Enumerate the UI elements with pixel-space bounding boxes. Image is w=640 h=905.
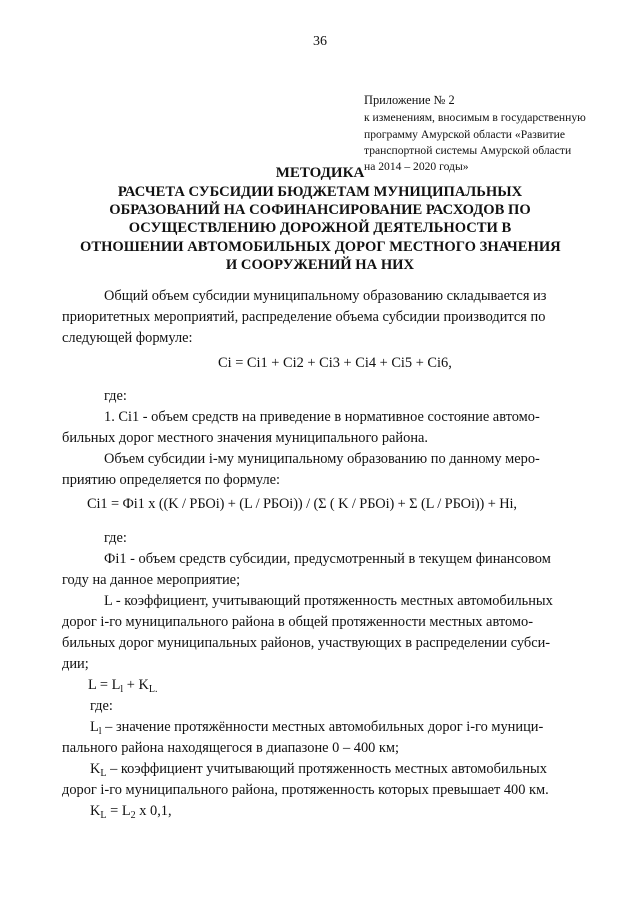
intro-line: Общий объем субсидии муниципальному образованию складывается из (104, 288, 547, 304)
l-formula-lhs: L = L (88, 677, 121, 693)
where-label: где: (90, 698, 113, 714)
intro-line: следующей формуле: (62, 330, 193, 346)
ll-symbol: L (90, 719, 99, 735)
kl-def-line (90, 761, 547, 778)
kl-formula-sub: L (100, 810, 107, 821)
subsidy-line: приятию определяется по формуле: (62, 472, 281, 488)
heading-title: МЕТОДИКА (275, 165, 365, 181)
heading-line: ОТНОШЕНИИ АВТОМОБИЛЬНЫХ ДОРОГ МЕСТНОГО ЗНАЧЕНИЯ (80, 238, 561, 255)
phi-line: Фi1 - объем средств субсидии, предусмотренный в текущем финансовом (104, 551, 551, 567)
subsidy-line: Объем субсидии i-му муниципальному образованию по данному меро- (104, 451, 540, 467)
appendix-line: на 2014 – 2020 годы» (364, 160, 469, 174)
ll-def-line: пального района находящегося в диапазоне 0 – 400 км; (62, 740, 400, 756)
l-def-line: дорог i-го муниципального района в общей протяженности местных автомо- (62, 614, 533, 630)
appendix-title: Приложение № 2 (364, 93, 455, 107)
appendix-block (364, 92, 614, 175)
heading-line: ОБРАЗОВАНИЙ НА СОФИНАНСИРОВАНИЕ РАСХОДОВ ПО (109, 202, 531, 219)
where-label: где: (104, 388, 127, 404)
formula-ci1: Ci1 = Фi1 x ((K / РБОi) + (L / РБОi)) / (Σ ( K / РБОi) + Σ (L / РБОi)) + Hi, (87, 496, 517, 512)
ll-sub: l (98, 726, 102, 737)
kl-formula-sub: 2 (130, 810, 136, 821)
l-formula (88, 677, 157, 694)
kl-text: – коэффициент учитывающий протяженность местных автомобильных (106, 761, 547, 777)
l-def-line: L - коэффициент, учитывающий протяженность местных автомобильных (104, 593, 553, 609)
ll-def-line (90, 719, 543, 736)
kl-sub: L (100, 768, 107, 779)
item-line: бильных дорог местного значения муниципального района. (62, 430, 429, 446)
kl-formula-lhs: K (90, 803, 101, 819)
kl-formula-mid: = L (106, 803, 131, 819)
document-heading (80, 164, 560, 274)
l-def-line: дии; (62, 656, 89, 672)
l-formula-sub: l (120, 684, 124, 695)
kl-formula-tail: x 0,1, (135, 803, 172, 819)
kl-def-line: дорог i-го муниципального района, протяженность которых превышает 400 км. (62, 782, 549, 798)
phi-line: году на данное мероприятие; (62, 572, 241, 588)
item-line: 1. Ci1 - объем средств на приведение в нормативное состояние автомо- (104, 409, 540, 425)
heading-line: И СООРУЖЕНИЙ НА НИХ (225, 256, 415, 273)
formula-total: Ci = Ci1 + Ci2 + Ci3 + Ci4 + Ci5 + Ci6, (218, 355, 452, 371)
ll-text: – значение протяжённости местных автомобильных дорог i-го муници- (101, 719, 544, 735)
l-def-line: бильных дорог муниципальных районов, участвующих в распределении субси- (62, 635, 551, 651)
page-number: 36 (313, 34, 327, 49)
heading-line: РАСЧЕТА СУБСИДИИ БЮДЖЕТАМ МУНИЦИПАЛЬНЫХ (117, 184, 523, 200)
appendix-line: транспортной системы Амурской области (364, 143, 572, 157)
l-formula-sub: L. (148, 684, 158, 695)
intro-line: приоритетных мероприятий, распределение объема субсидии производится по (62, 309, 546, 325)
kl-formula (90, 803, 172, 820)
appendix-line: программу Амурской области «Развитие (364, 127, 565, 141)
appendix-line: к изменениям, вносимым в государственную (364, 111, 586, 125)
l-formula-mid: + K (123, 677, 149, 693)
where-label: где: (104, 530, 127, 546)
kl-symbol: K (90, 761, 101, 777)
heading-line: ОСУЩЕСТВЛЕНИЮ ДОРОЖНОЙ ДЕЯТЕЛЬНОСТИ В (128, 220, 512, 237)
